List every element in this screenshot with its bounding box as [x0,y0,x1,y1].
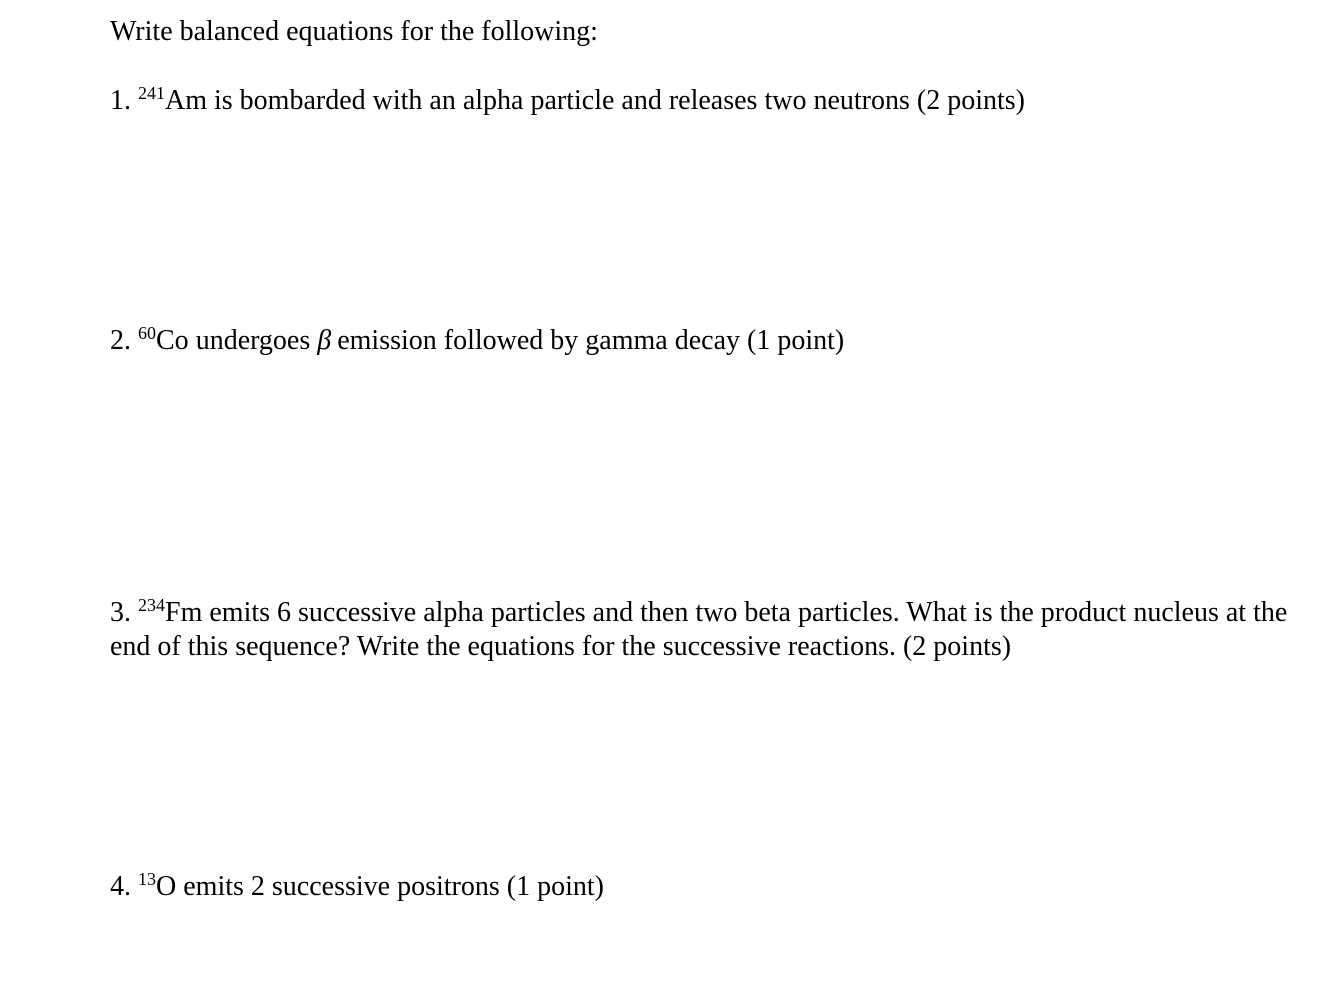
question-text: emits 6 successive alpha particles and then two beta particles. What is the product nucleus at the end of this sequence? Write the equations for the successive reactions. (2 points) [110,597,1288,662]
question-number: 1. [110,85,131,116]
question-number: 3. [110,597,131,628]
beta-symbol: β [317,325,332,356]
mass-number: 241 [138,83,165,103]
question-1 [110,84,1025,118]
question-text-before-symbol: undergoes [188,325,318,356]
question-text: is bombarded with an alpha particle and releases two neutrons (2 points) [207,85,1025,116]
question-4 [110,870,604,904]
worksheet-heading: Write balanced equations for the following: [110,16,598,47]
question-number: 2. [110,325,131,356]
question-number: 4. [110,871,131,902]
element-symbol: Co [156,325,189,356]
element-symbol: Fm [165,597,203,628]
mass-number: 60 [138,323,156,343]
question-2 [110,324,844,358]
question-text: emission followed by gamma decay (1 point) [337,325,845,356]
element-symbol: O [156,871,177,902]
question-text: emits 2 successive positrons (1 point) [176,871,604,902]
element-symbol: Am [165,85,207,116]
mass-number: 13 [138,869,156,889]
mass-number: 234 [138,595,165,615]
question-3 [110,596,1290,664]
